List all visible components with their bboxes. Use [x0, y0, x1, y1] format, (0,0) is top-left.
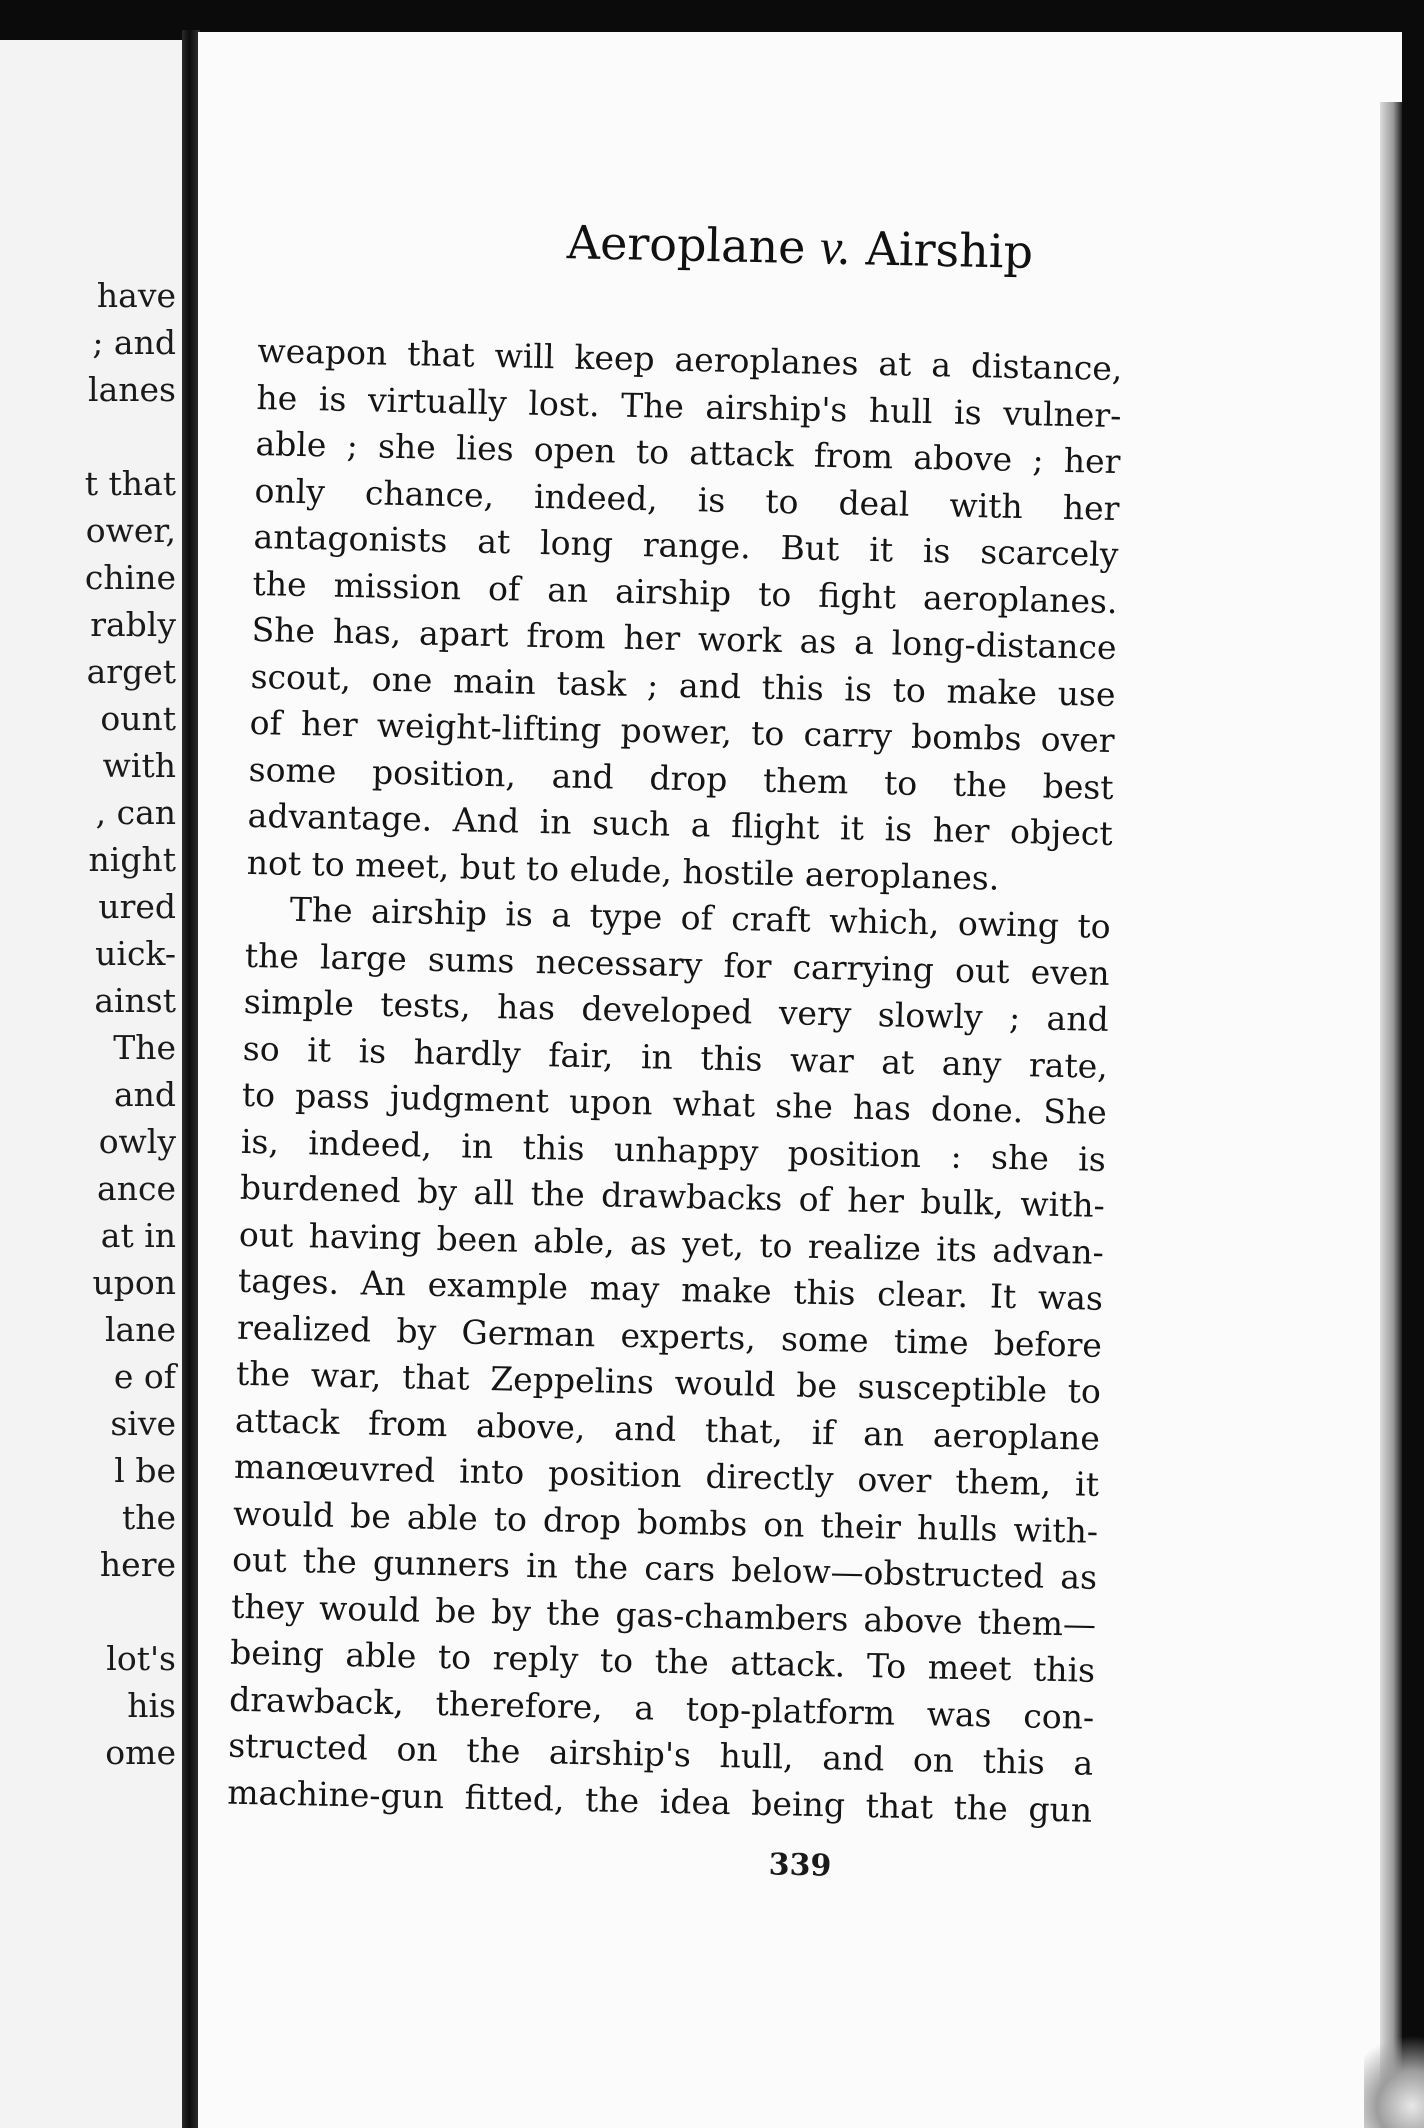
- left-fragment: ; and: [92, 323, 176, 362]
- left-fragment: with: [102, 746, 176, 785]
- text-line: only chance, indeed, is to deal with her: [254, 470, 1120, 528]
- header-text-italic: v.: [819, 218, 852, 276]
- text-line: realized by German experts, some time before: [236, 1307, 1103, 1365]
- left-fragment: ainst: [94, 981, 176, 1020]
- left-fragment: sive: [110, 1404, 176, 1443]
- text-line: they would be by the gas-chambers above them—: [230, 1586, 1097, 1644]
- text-line: machine-gun fitted, the idea being that the gun: [226, 1772, 1093, 1830]
- paragraph-first-line: The airship is a type of craft which, owing to: [289, 889, 1112, 946]
- left-fragment: night: [88, 840, 176, 879]
- previous-page-strip: [0, 40, 182, 2128]
- text-line: simple tests, has developed very slowly ; and: [243, 981, 1110, 1039]
- left-fragment-gap: [85, 1588, 176, 1635]
- left-fragment: and: [113, 1075, 176, 1114]
- previous-page-text: [85, 272, 176, 1776]
- running-header: [198, 204, 1402, 287]
- left-fragment: chine: [84, 558, 176, 597]
- page-body: [227, 328, 1123, 1834]
- book-page: [198, 32, 1402, 2128]
- text-line: advantage. And in such a flight it is her object: [247, 795, 1114, 854]
- left-fragment: lanes: [88, 370, 176, 409]
- text-line: the mission of an airship to fight aeroplanes.: [252, 563, 1118, 621]
- left-fragment: his: [127, 1686, 176, 1725]
- page-edge: [1380, 102, 1402, 2128]
- text-line: he is virtually lost. The airship's hull is vulner-: [256, 377, 1122, 435]
- text-line: to pass judgment upon what she has done. She: [241, 1074, 1108, 1132]
- left-fragment: arget: [86, 652, 176, 691]
- left-fragment: here: [99, 1545, 176, 1584]
- left-fragment: the: [121, 1498, 176, 1537]
- left-fragment: e of: [113, 1357, 176, 1396]
- page-number: 339: [768, 1847, 832, 1884]
- text-line: tages. An example may make this clear. It was: [237, 1260, 1104, 1318]
- left-fragment: lot's: [106, 1639, 176, 1678]
- text-line: is, indeed, in this unhappy position : she is: [240, 1121, 1107, 1179]
- text-line: structed on the airship's hull, and on this a: [227, 1725, 1094, 1783]
- left-fragment: uick-: [95, 934, 176, 973]
- text-line: drawback, therefore, a top-platform was con-: [228, 1679, 1095, 1737]
- text-line: She has, apart from her work as a long-distance: [251, 609, 1117, 668]
- left-fragment: lane: [104, 1310, 176, 1349]
- text-line: being able to reply to the attack. To meet this: [229, 1632, 1096, 1690]
- left-fragment: upon: [92, 1263, 176, 1302]
- text-line: attack from above, and that, if an aeroplane: [234, 1400, 1101, 1458]
- left-fragment: ount: [100, 699, 176, 738]
- text-line: manœuvred into position directly over them, it: [233, 1446, 1100, 1504]
- scan-artifact: [1364, 2018, 1424, 2128]
- left-fragment: , can: [95, 793, 176, 832]
- text-line: some position, and drop them to the best: [248, 749, 1114, 807]
- text-line: the war, that Zeppelins would be susceptible to: [235, 1353, 1102, 1411]
- left-fragment: owly: [98, 1122, 176, 1161]
- left-fragment: l be: [114, 1451, 176, 1490]
- left-fragment: at in: [100, 1216, 176, 1255]
- text-line: burdened by all the drawbacks of her bulk, with-: [239, 1167, 1106, 1225]
- text-line: scout, one main task ; and this is to make use: [250, 656, 1116, 714]
- left-fragment: t that: [84, 464, 176, 503]
- text-line: out the gunners in the cars below—obstructed as: [231, 1539, 1098, 1597]
- text-line: weapon that will keep aeroplanes at a distance,: [257, 330, 1123, 389]
- left-fragment: ower,: [85, 511, 176, 550]
- left-fragment: The: [113, 1028, 176, 1067]
- left-fragment: ured: [98, 887, 176, 926]
- header-text-after: Airship: [850, 221, 1034, 279]
- text-line: would be able to drop bombs on their hulls with-: [232, 1493, 1099, 1551]
- text-line: of her weight-lifting power, to carry bombs over: [249, 702, 1115, 761]
- left-fragment-gap: [85, 413, 176, 460]
- text-line: so it is hardly fair, in this war at any rate,: [242, 1028, 1109, 1086]
- text-line: out having been able, as yet, to realize its advan-: [238, 1214, 1105, 1272]
- header-text-before: Aeroplane: [566, 215, 821, 275]
- left-fragment: ance: [97, 1169, 176, 1208]
- text-line: able ; she lies open to attack from above ; her: [255, 423, 1121, 482]
- left-fragment: rably: [90, 605, 176, 644]
- left-fragment: have: [96, 276, 176, 315]
- left-fragment: ome: [105, 1733, 176, 1772]
- text-line: not to meet, but to elude, hostile aeroplanes.: [246, 842, 1000, 898]
- text-line: the large sums necessary for carrying out even: [244, 935, 1111, 993]
- text-line: antagonists at long range. But it is scarcely: [253, 516, 1119, 575]
